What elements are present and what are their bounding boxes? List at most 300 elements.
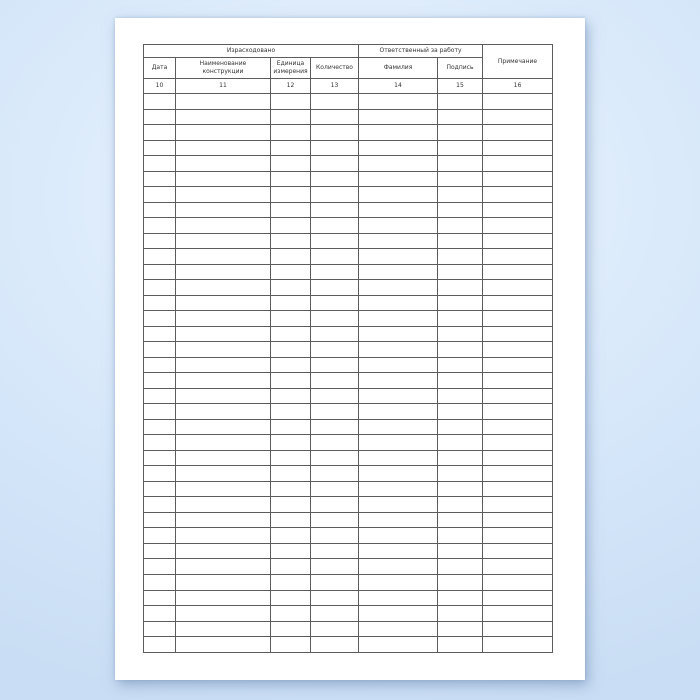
empty-cell [311,574,359,590]
empty-cell [176,419,271,435]
table-row [144,637,553,653]
empty-cell [311,419,359,435]
empty-cell [311,218,359,234]
empty-cell [311,466,359,482]
empty-cell [271,590,311,606]
empty-cell [176,109,271,125]
empty-cell [359,497,438,513]
column-number: 12 [271,79,311,94]
empty-cell [438,574,483,590]
empty-cell [438,543,483,559]
empty-cell [438,249,483,265]
empty-cell [311,280,359,296]
empty-cell [311,559,359,575]
column-header-note: Примечание [483,45,553,79]
empty-cell [271,280,311,296]
empty-cell [438,497,483,513]
column-header-quantity: Количество [311,58,359,79]
table-row [144,435,553,451]
empty-cell [144,373,176,389]
empty-cell [438,512,483,528]
empty-cell [483,497,553,513]
empty-cell [438,481,483,497]
empty-cell [271,435,311,451]
empty-cell [311,202,359,218]
empty-cell [144,125,176,141]
empty-cell [483,481,553,497]
table-row [144,450,553,466]
table-row [144,419,553,435]
column-header-date: Дата [144,58,176,79]
empty-cell [359,249,438,265]
empty-cell [144,574,176,590]
table-row [144,156,553,172]
empty-cell [176,543,271,559]
empty-cell [271,621,311,637]
empty-cell [311,543,359,559]
empty-cell [438,466,483,482]
empty-cell [311,590,359,606]
empty-cell [311,342,359,358]
empty-cell [176,559,271,575]
empty-cell [438,326,483,342]
empty-cell [176,264,271,280]
table-row [144,295,553,311]
empty-cell [176,342,271,358]
empty-cell [483,233,553,249]
table-row [144,528,553,544]
empty-cell [483,202,553,218]
column-header-signature: Подпись [438,58,483,79]
empty-cell [176,125,271,141]
empty-cell [438,373,483,389]
empty-cell [271,109,311,125]
empty-cell [438,109,483,125]
empty-cell [311,249,359,265]
empty-cell [438,94,483,110]
empty-cell [438,311,483,327]
empty-cell [144,528,176,544]
empty-cell [271,543,311,559]
empty-cell [359,280,438,296]
column-number: 11 [176,79,271,94]
empty-cell [271,140,311,156]
empty-cell [144,388,176,404]
column-header-surname: Фамилия [359,58,438,79]
empty-cell [144,109,176,125]
empty-cell [176,94,271,110]
table-row [144,140,553,156]
empty-cell [271,481,311,497]
empty-cell [271,187,311,203]
empty-cell [144,202,176,218]
empty-cell [483,574,553,590]
empty-cell [359,342,438,358]
empty-cell [483,528,553,544]
column-number: 13 [311,79,359,94]
empty-cell [359,481,438,497]
empty-cell [483,404,553,420]
table-row [144,125,553,141]
empty-cell [144,357,176,373]
empty-cell [176,466,271,482]
empty-cell [271,233,311,249]
column-number: 10 [144,79,176,94]
empty-cell [483,606,553,622]
empty-cell [271,342,311,358]
empty-cell [271,202,311,218]
empty-cell [483,543,553,559]
empty-cell [359,528,438,544]
empty-cell [144,171,176,187]
empty-cell [359,233,438,249]
empty-cell [271,419,311,435]
empty-cell [483,326,553,342]
empty-cell [359,171,438,187]
table-row [144,559,553,575]
empty-cell [311,373,359,389]
empty-cell [359,218,438,234]
table-row [144,233,553,249]
empty-cell [176,357,271,373]
empty-cell [438,218,483,234]
empty-cell [144,466,176,482]
empty-cell [311,388,359,404]
empty-cell [438,621,483,637]
empty-cell [359,140,438,156]
empty-cell [359,373,438,389]
table-row [144,249,553,265]
empty-cell [438,590,483,606]
empty-cell [144,419,176,435]
empty-cell [271,264,311,280]
empty-cell [271,512,311,528]
empty-cell [359,450,438,466]
empty-cell [176,637,271,653]
empty-cell [311,140,359,156]
column-number: 15 [438,79,483,94]
empty-cell [483,559,553,575]
empty-cell [144,450,176,466]
empty-cell [311,233,359,249]
empty-cell [438,264,483,280]
empty-cell [483,156,553,172]
empty-cell [271,388,311,404]
empty-cell [311,435,359,451]
column-number: 14 [359,79,438,94]
empty-cell [311,621,359,637]
empty-cell [483,357,553,373]
empty-cell [483,295,553,311]
empty-cell [271,574,311,590]
empty-cell [144,590,176,606]
empty-cell [271,497,311,513]
group-header-expended: Израсходовано [144,45,359,58]
empty-cell [438,125,483,141]
empty-cell [271,295,311,311]
table-row [144,342,553,358]
empty-cell [176,388,271,404]
empty-cell [438,202,483,218]
empty-cell [271,94,311,110]
empty-cell [483,435,553,451]
empty-cell [271,637,311,653]
empty-cell [271,156,311,172]
empty-cell [483,125,553,141]
column-header-unit: Единица измерения [271,58,311,79]
empty-cell [144,187,176,203]
empty-cell [359,311,438,327]
empty-cell [271,125,311,141]
empty-cell [359,621,438,637]
empty-cell [311,94,359,110]
empty-cell [271,450,311,466]
empty-cell [483,388,553,404]
empty-cell [483,187,553,203]
empty-cell [483,621,553,637]
empty-cell [176,512,271,528]
table-row [144,187,553,203]
empty-cell [176,249,271,265]
table-row [144,373,553,389]
empty-cell [359,388,438,404]
empty-cell [176,373,271,389]
empty-cell [311,450,359,466]
empty-cell [311,295,359,311]
empty-cell [144,233,176,249]
empty-cell [176,450,271,466]
empty-cell [483,280,553,296]
empty-cell [144,295,176,311]
empty-cell [271,249,311,265]
empty-cell [271,311,311,327]
column-number-row [144,79,553,94]
empty-cell [438,140,483,156]
empty-cell [176,481,271,497]
empty-cell [144,264,176,280]
empty-cell [359,435,438,451]
empty-cell [144,140,176,156]
empty-cell [359,202,438,218]
empty-cell [271,171,311,187]
table-row [144,404,553,420]
empty-cell [271,218,311,234]
table-row [144,621,553,637]
empty-cell [311,512,359,528]
empty-cell [311,187,359,203]
table-row [144,218,553,234]
materials-log-table [143,44,553,653]
empty-cell [271,606,311,622]
empty-cell [176,574,271,590]
empty-cell [176,156,271,172]
table-row [144,543,553,559]
empty-cell [271,559,311,575]
empty-cell [144,249,176,265]
empty-cell [483,590,553,606]
empty-cell [438,233,483,249]
empty-cell [176,171,271,187]
empty-cell [438,388,483,404]
empty-cell [359,109,438,125]
empty-cell [311,326,359,342]
empty-cell [438,156,483,172]
empty-cell [438,187,483,203]
table-row [144,326,553,342]
empty-cell [271,373,311,389]
table-row [144,590,553,606]
empty-cell [483,94,553,110]
empty-cell [176,404,271,420]
table-body [144,94,553,653]
empty-cell [144,280,176,296]
empty-cell [176,326,271,342]
empty-cell [483,466,553,482]
empty-cell [144,218,176,234]
empty-cell [483,264,553,280]
empty-cell [483,249,553,265]
empty-cell [359,512,438,528]
empty-cell [144,94,176,110]
table-row [144,264,553,280]
empty-cell [176,590,271,606]
empty-cell [359,94,438,110]
table-row [144,109,553,125]
table-row [144,512,553,528]
empty-cell [144,559,176,575]
empty-cell [483,311,553,327]
empty-cell [144,404,176,420]
empty-cell [359,637,438,653]
empty-cell [359,543,438,559]
table-row [144,171,553,187]
column-header-structure-name: Наименование конструкции [176,58,271,79]
empty-cell [359,264,438,280]
empty-cell [144,543,176,559]
table-row [144,497,553,513]
empty-cell [176,280,271,296]
empty-cell [176,140,271,156]
empty-cell [311,528,359,544]
table-row [144,466,553,482]
empty-cell [176,187,271,203]
empty-cell [438,280,483,296]
empty-cell [359,606,438,622]
empty-cell [176,218,271,234]
empty-cell [359,187,438,203]
empty-cell [438,559,483,575]
table-row [144,574,553,590]
empty-cell [311,606,359,622]
empty-cell [483,450,553,466]
empty-cell [438,171,483,187]
empty-cell [144,637,176,653]
empty-cell [144,311,176,327]
empty-cell [359,574,438,590]
empty-cell [176,606,271,622]
table-row [144,388,553,404]
empty-cell [359,419,438,435]
empty-cell [144,156,176,172]
empty-cell [271,528,311,544]
empty-cell [144,435,176,451]
column-number: 16 [483,79,553,94]
empty-cell [359,466,438,482]
empty-cell [438,357,483,373]
table-row [144,311,553,327]
empty-cell [144,497,176,513]
empty-cell [176,528,271,544]
empty-cell [311,311,359,327]
empty-cell [359,156,438,172]
empty-cell [144,606,176,622]
empty-cell [483,419,553,435]
empty-cell [483,512,553,528]
table-row [144,357,553,373]
table-row [144,94,553,110]
empty-cell [438,404,483,420]
empty-cell [438,295,483,311]
empty-cell [144,481,176,497]
empty-cell [176,311,271,327]
empty-cell [176,233,271,249]
empty-cell [483,637,553,653]
table-row [144,280,553,296]
empty-cell [438,450,483,466]
group-header-row [144,45,553,58]
empty-cell [359,125,438,141]
empty-cell [311,497,359,513]
empty-cell [176,295,271,311]
group-header-responsible: Ответственный за работу [359,45,483,58]
table-row [144,481,553,497]
empty-cell [359,404,438,420]
empty-cell [176,202,271,218]
document-page [115,18,585,680]
empty-cell [311,171,359,187]
empty-cell [311,156,359,172]
table-row [144,202,553,218]
empty-cell [438,435,483,451]
empty-cell [271,357,311,373]
empty-cell [483,109,553,125]
empty-cell [438,606,483,622]
empty-cell [176,621,271,637]
empty-cell [311,264,359,280]
empty-cell [483,373,553,389]
empty-cell [359,326,438,342]
empty-cell [144,342,176,358]
empty-cell [176,497,271,513]
empty-cell [483,342,553,358]
empty-cell [359,559,438,575]
empty-cell [311,404,359,420]
empty-cell [311,357,359,373]
empty-cell [438,342,483,358]
empty-cell [144,621,176,637]
empty-cell [438,419,483,435]
empty-cell [311,481,359,497]
empty-cell [359,590,438,606]
empty-cell [144,326,176,342]
empty-cell [311,637,359,653]
empty-cell [311,109,359,125]
empty-cell [144,512,176,528]
empty-cell [483,140,553,156]
empty-cell [359,295,438,311]
empty-cell [483,171,553,187]
empty-cell [438,637,483,653]
